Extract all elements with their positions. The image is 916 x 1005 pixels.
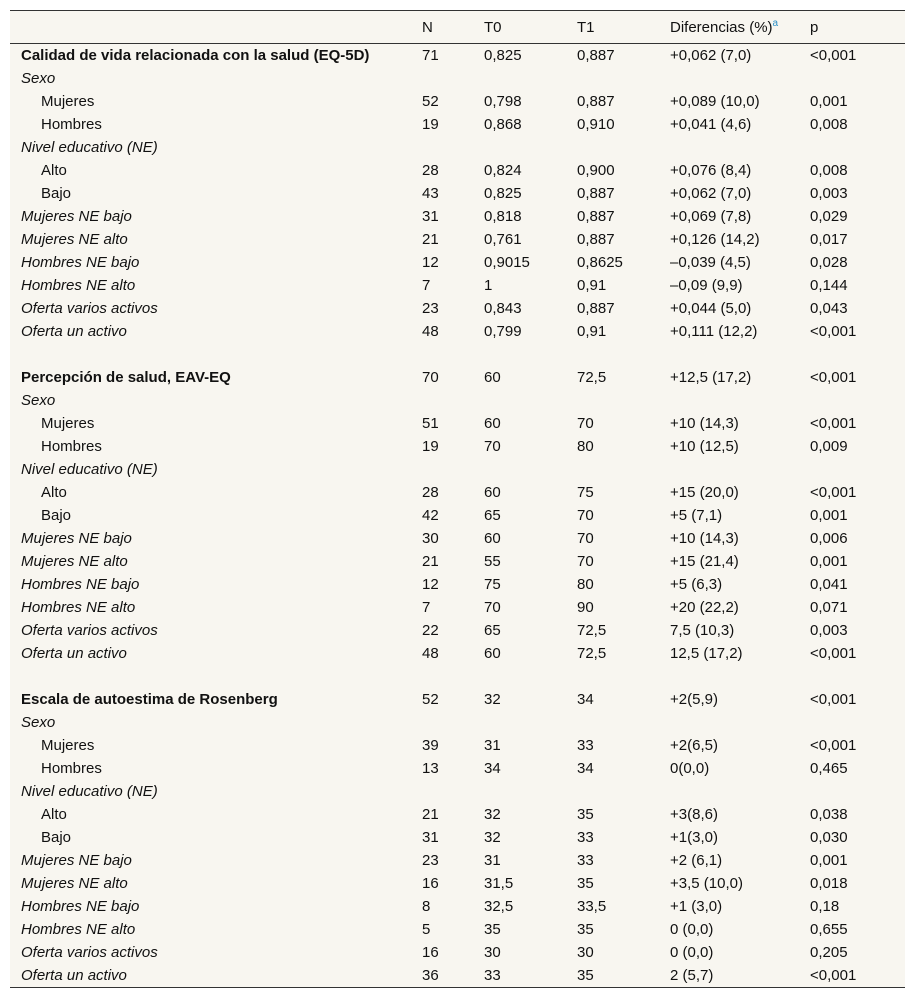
cell-diff: 0 (0,0) [670, 944, 714, 961]
cell-n [422, 780, 484, 803]
cell-p: <0,001 [810, 645, 857, 662]
table-row [10, 757, 905, 780]
cell-p: 0,003 [810, 622, 848, 639]
table-row [10, 918, 905, 941]
table-row [10, 136, 905, 159]
row-label: Hombres NE bajo [21, 576, 140, 593]
cell-t1: 34 [577, 691, 594, 708]
cell-n: 22 [422, 622, 439, 639]
cell-t1: 33 [577, 852, 594, 869]
cell-p: 0,009 [810, 438, 848, 455]
cell-p: <0,001 [810, 369, 857, 386]
cell-n: 31 [422, 829, 439, 846]
row-label: Mujeres [41, 415, 95, 432]
cell-p [810, 458, 905, 481]
cell-t1: 33,5 [577, 898, 607, 915]
cell-t1: 0,91 [577, 277, 607, 294]
cell-t0: 0,824 [484, 162, 522, 179]
cell-diff [670, 136, 810, 159]
table-row [10, 389, 905, 412]
header-t0: T0 [484, 11, 577, 44]
table-row [10, 711, 905, 734]
cell-t1: 35 [577, 806, 594, 823]
cell-diff: +10 (14,3) [670, 530, 739, 547]
cell-t1: 34 [577, 760, 594, 777]
cell-diff [670, 67, 810, 90]
table-row [10, 412, 905, 435]
cell-p: <0,001 [810, 967, 857, 984]
table-row [10, 458, 905, 481]
table-row [10, 596, 905, 619]
cell-p: 0,655 [810, 921, 848, 938]
table-row [10, 780, 905, 803]
cell-n: 16 [422, 944, 439, 961]
header-t1: T1 [577, 11, 670, 44]
cell-t0: 60 [484, 645, 501, 662]
table-row [10, 297, 905, 320]
row-label: Hombres NE bajo [21, 254, 140, 271]
header-diff [670, 11, 810, 44]
cell-diff: 7,5 (10,3) [670, 622, 735, 639]
row-label: Mujeres NE alto [21, 875, 128, 892]
table-body [10, 44, 905, 988]
cell-diff: +2(5,9) [670, 691, 718, 708]
cell-t1: 70 [577, 553, 594, 570]
cell-p: 0,001 [810, 507, 848, 524]
table-row [10, 113, 905, 136]
cell-n: 16 [422, 875, 439, 892]
cell-p: <0,001 [810, 484, 857, 501]
cell-n: 36 [422, 967, 439, 984]
cell-n: 48 [422, 645, 439, 662]
cell-t0: 31 [484, 852, 501, 869]
cell-t1 [577, 389, 670, 412]
table-row [10, 941, 905, 964]
cell-diff [670, 389, 810, 412]
cell-t0: 34 [484, 760, 501, 777]
table-row [10, 642, 905, 665]
table-row [10, 90, 905, 113]
cell-t1: 0,900 [577, 162, 615, 179]
cell-t1: 35 [577, 967, 594, 984]
cell-n: 5 [422, 921, 431, 938]
row-label: Bajo [41, 507, 72, 524]
row-label: Hombres NE alto [21, 277, 136, 294]
cell-t1: 70 [577, 530, 594, 547]
cell-p: 0,003 [810, 185, 848, 202]
cell-n: 71 [422, 47, 439, 64]
cell-t1: 70 [577, 507, 594, 524]
cell-n: 30 [422, 530, 439, 547]
cell-t0: 60 [484, 369, 501, 386]
header-label [10, 11, 422, 44]
row-label: Oferta un activo [21, 645, 127, 662]
cell-diff: +5 (7,1) [670, 507, 723, 524]
cell-t0: 32,5 [484, 898, 514, 915]
table-row [10, 274, 905, 297]
table-row [10, 826, 905, 849]
table-row [10, 895, 905, 918]
cell-p: 0,465 [810, 760, 848, 777]
row-label: Mujeres [41, 737, 95, 754]
cell-t0: 31,5 [484, 875, 514, 892]
section-header-row [10, 44, 905, 68]
cell-t1: 0,887 [577, 300, 615, 317]
cell-p [810, 67, 905, 90]
cell-t0: 65 [484, 507, 501, 524]
cell-t1: 0,887 [577, 93, 615, 110]
footnote-marker[interactable]: a [772, 17, 779, 29]
cell-n [422, 458, 484, 481]
cell-t1: 33 [577, 829, 594, 846]
cell-t0: 55 [484, 553, 501, 570]
row-label: Sexo [21, 70, 56, 87]
cell-t0 [484, 458, 577, 481]
cell-p: 0,008 [810, 162, 848, 179]
cell-t0: 30 [484, 944, 501, 961]
table-row [10, 67, 905, 90]
cell-t0: 0,825 [484, 185, 522, 202]
table-row [10, 504, 905, 527]
cell-t0: 0,843 [484, 300, 522, 317]
table-row [10, 619, 905, 642]
cell-t1: 75 [577, 484, 594, 501]
table-row [10, 435, 905, 458]
cell-diff: +5 (6,3) [670, 576, 723, 593]
cell-p: 0,001 [810, 93, 848, 110]
row-label: Nivel educativo (NE) [21, 783, 158, 800]
section-spacer [10, 343, 905, 366]
table-row [10, 205, 905, 228]
row-label: Nivel educativo (NE) [21, 461, 158, 478]
cell-n: 13 [422, 760, 439, 777]
table-row [10, 872, 905, 895]
cell-diff: +0,044 (5,0) [670, 300, 752, 317]
cell-diff: +0,069 (7,8) [670, 208, 752, 225]
cell-t1: 0,910 [577, 116, 615, 133]
cell-t1: 0,887 [577, 208, 615, 225]
cell-diff: +10 (12,5) [670, 438, 739, 455]
cell-p: 0,028 [810, 254, 848, 271]
header-n: N [422, 11, 484, 44]
cell-diff: +1 (3,0) [670, 898, 723, 915]
cell-diff: +0,062 (7,0) [670, 185, 752, 202]
cell-t0: 33 [484, 967, 501, 984]
cell-n: 31 [422, 208, 439, 225]
cell-p: 0,008 [810, 116, 848, 133]
spacer-cell [10, 665, 905, 688]
cell-p [810, 389, 905, 412]
row-label: Oferta varios activos [21, 944, 158, 961]
cell-t1: 0,91 [577, 323, 607, 340]
row-label: Hombres [41, 760, 102, 777]
row-label: Hombres NE alto [21, 599, 136, 616]
cell-t0 [484, 711, 577, 734]
spacer-cell [10, 343, 905, 366]
row-label: Oferta varios activos [21, 622, 158, 639]
cell-t0: 1 [484, 277, 493, 294]
cell-t0 [484, 389, 577, 412]
cell-diff: –0,09 (9,9) [670, 277, 743, 294]
table-row [10, 550, 905, 573]
cell-n: 52 [422, 93, 439, 110]
cell-t0: 65 [484, 622, 501, 639]
cell-t1: 33 [577, 737, 594, 754]
row-label: Alto [41, 806, 67, 823]
cell-t1: 70 [577, 415, 594, 432]
cell-t1: 72,5 [577, 369, 607, 386]
row-label: Bajo [41, 829, 72, 846]
results-table [10, 11, 905, 987]
cell-t1 [577, 780, 670, 803]
cell-diff: +3,5 (10,0) [670, 875, 743, 892]
cell-t0 [484, 67, 577, 90]
row-label: Sexo [21, 392, 56, 409]
row-label: Alto [41, 484, 67, 501]
row-label: Mujeres NE bajo [21, 530, 132, 547]
section-header-row [10, 688, 905, 711]
row-label: Oferta un activo [21, 323, 127, 340]
cell-t0: 32 [484, 691, 501, 708]
cell-p: 0,038 [810, 806, 848, 823]
cell-t0: 70 [484, 599, 501, 616]
row-label: Escala de autoestima de Rosenberg [21, 691, 278, 708]
table-row [10, 159, 905, 182]
cell-t1 [577, 711, 670, 734]
cell-diff: 12,5 (17,2) [670, 645, 743, 662]
cell-n: 52 [422, 691, 439, 708]
cell-diff: –0,039 (4,5) [670, 254, 751, 271]
table-row [10, 182, 905, 205]
cell-t1: 0,887 [577, 231, 615, 248]
cell-p [810, 780, 905, 803]
row-label: Alto [41, 162, 67, 179]
cell-diff: +0,126 (14,2) [670, 231, 760, 248]
cell-t0: 0,818 [484, 208, 522, 225]
cell-diff: +3(8,6) [670, 806, 718, 823]
cell-n [422, 389, 484, 412]
row-label: Nivel educativo (NE) [21, 139, 158, 156]
table-row [10, 803, 905, 826]
cell-diff: +0,041 (4,6) [670, 116, 752, 133]
cell-p: 0,071 [810, 599, 848, 616]
cell-t1: 30 [577, 944, 594, 961]
cell-t0: 75 [484, 576, 501, 593]
row-label: Percepción de salud, EAV-EQ [21, 369, 231, 386]
cell-t0: 0,799 [484, 323, 522, 340]
header-diff-label: Diferencias (%) [670, 18, 773, 36]
cell-p [810, 136, 905, 159]
cell-t0: 60 [484, 530, 501, 547]
cell-t1: 0,887 [577, 47, 615, 64]
section-spacer [10, 665, 905, 688]
section-header-row [10, 366, 905, 389]
cell-t0: 70 [484, 438, 501, 455]
cell-t0: 32 [484, 829, 501, 846]
cell-diff: +0,076 (8,4) [670, 162, 752, 179]
cell-diff: +15 (20,0) [670, 484, 739, 501]
cell-p [810, 711, 905, 734]
cell-n: 21 [422, 231, 439, 248]
table-row [10, 849, 905, 872]
cell-diff [670, 780, 810, 803]
cell-diff: +10 (14,3) [670, 415, 739, 432]
cell-n: 19 [422, 116, 439, 133]
cell-diff: +0,062 (7,0) [670, 47, 752, 64]
cell-diff: +2 (6,1) [670, 852, 723, 869]
table-row [10, 481, 905, 504]
cell-t1: 72,5 [577, 622, 607, 639]
cell-p: <0,001 [810, 323, 857, 340]
cell-t1: 80 [577, 576, 594, 593]
cell-n: 23 [422, 300, 439, 317]
cell-p: 0,041 [810, 576, 848, 593]
cell-n: 19 [422, 438, 439, 455]
cell-diff [670, 711, 810, 734]
table-row [10, 964, 905, 987]
cell-n: 12 [422, 254, 439, 271]
table-row [10, 527, 905, 550]
row-label: Oferta varios activos [21, 300, 158, 317]
cell-t0: 0,798 [484, 93, 522, 110]
cell-t1: 80 [577, 438, 594, 455]
cell-p: <0,001 [810, 737, 857, 754]
cell-n: 7 [422, 277, 431, 294]
cell-n: 51 [422, 415, 439, 432]
cell-diff: +0,111 (12,2) [670, 323, 758, 340]
cell-t0: 0,9015 [484, 254, 530, 271]
cell-t0: 60 [484, 415, 501, 432]
cell-p: 0,18 [810, 898, 840, 915]
cell-t0: 32 [484, 806, 501, 823]
cell-diff: +12,5 (17,2) [670, 369, 752, 386]
row-label: Mujeres NE alto [21, 553, 128, 570]
cell-n: 7 [422, 599, 431, 616]
cell-t1: 0,887 [577, 185, 615, 202]
row-label: Hombres [41, 438, 102, 455]
cell-n [422, 711, 484, 734]
row-label: Mujeres NE bajo [21, 208, 132, 225]
row-label: Oferta un activo [21, 967, 127, 984]
cell-p: <0,001 [810, 415, 857, 432]
row-label: Hombres NE alto [21, 921, 136, 938]
cell-p: 0,006 [810, 530, 848, 547]
cell-n: 8 [422, 898, 431, 915]
row-label: Mujeres [41, 93, 95, 110]
cell-t0: 0,868 [484, 116, 522, 133]
table-header-row [10, 11, 905, 44]
cell-p: 0,043 [810, 300, 848, 317]
cell-n: 28 [422, 162, 439, 179]
cell-diff: +20 (22,2) [670, 599, 739, 616]
table-row [10, 320, 905, 343]
cell-t0 [484, 780, 577, 803]
cell-p: 0,018 [810, 875, 848, 892]
cell-n: 42 [422, 507, 439, 524]
cell-t0 [484, 136, 577, 159]
row-label: Mujeres NE bajo [21, 852, 132, 869]
cell-diff: 0 (0,0) [670, 921, 714, 938]
cell-t1 [577, 67, 670, 90]
cell-n [422, 136, 484, 159]
cell-n: 39 [422, 737, 439, 754]
results-table-container [10, 10, 905, 988]
cell-n: 28 [422, 484, 439, 501]
cell-p: <0,001 [810, 47, 857, 64]
cell-diff: +0,089 (10,0) [670, 93, 760, 110]
cell-t0: 0,761 [484, 231, 522, 248]
cell-n: 48 [422, 323, 439, 340]
row-label: Mujeres NE alto [21, 231, 128, 248]
cell-t0: 60 [484, 484, 501, 501]
cell-n: 21 [422, 806, 439, 823]
cell-t1: 90 [577, 599, 594, 616]
header-p: p [810, 11, 905, 44]
cell-n: 21 [422, 553, 439, 570]
cell-diff: 2 (5,7) [670, 967, 714, 984]
row-label: Hombres NE bajo [21, 898, 140, 915]
cell-n: 70 [422, 369, 439, 386]
row-label: Hombres [41, 116, 102, 133]
cell-t0: 0,825 [484, 47, 522, 64]
cell-t1: 0,8625 [577, 254, 623, 271]
cell-p: 0,029 [810, 208, 848, 225]
cell-p: 0,001 [810, 553, 848, 570]
table-row [10, 734, 905, 757]
cell-p: 0,144 [810, 277, 848, 294]
cell-t1 [577, 136, 670, 159]
cell-diff: 0(0,0) [670, 760, 710, 777]
cell-n: 43 [422, 185, 439, 202]
table-row [10, 573, 905, 596]
cell-t1: 35 [577, 921, 594, 938]
row-label: Sexo [21, 714, 56, 731]
cell-t0: 31 [484, 737, 501, 754]
cell-p: 0,030 [810, 829, 848, 846]
row-label: Calidad de vida relacionada con la salud (EQ-5D) [21, 47, 370, 64]
cell-t1: 72,5 [577, 645, 607, 662]
cell-p: <0,001 [810, 691, 857, 708]
cell-diff: +1(3,0) [670, 829, 718, 846]
cell-diff [670, 458, 810, 481]
cell-diff: +15 (21,4) [670, 553, 739, 570]
cell-t1 [577, 458, 670, 481]
cell-n [422, 67, 484, 90]
cell-p: 0,017 [810, 231, 848, 248]
cell-n: 12 [422, 576, 439, 593]
cell-n: 23 [422, 852, 439, 869]
row-label: Bajo [41, 185, 72, 202]
cell-p: 0,001 [810, 852, 848, 869]
table-row [10, 228, 905, 251]
cell-t0: 35 [484, 921, 501, 938]
cell-t1: 35 [577, 875, 594, 892]
table-row [10, 251, 905, 274]
cell-diff: +2(6,5) [670, 737, 718, 754]
cell-p: 0,205 [810, 944, 848, 961]
